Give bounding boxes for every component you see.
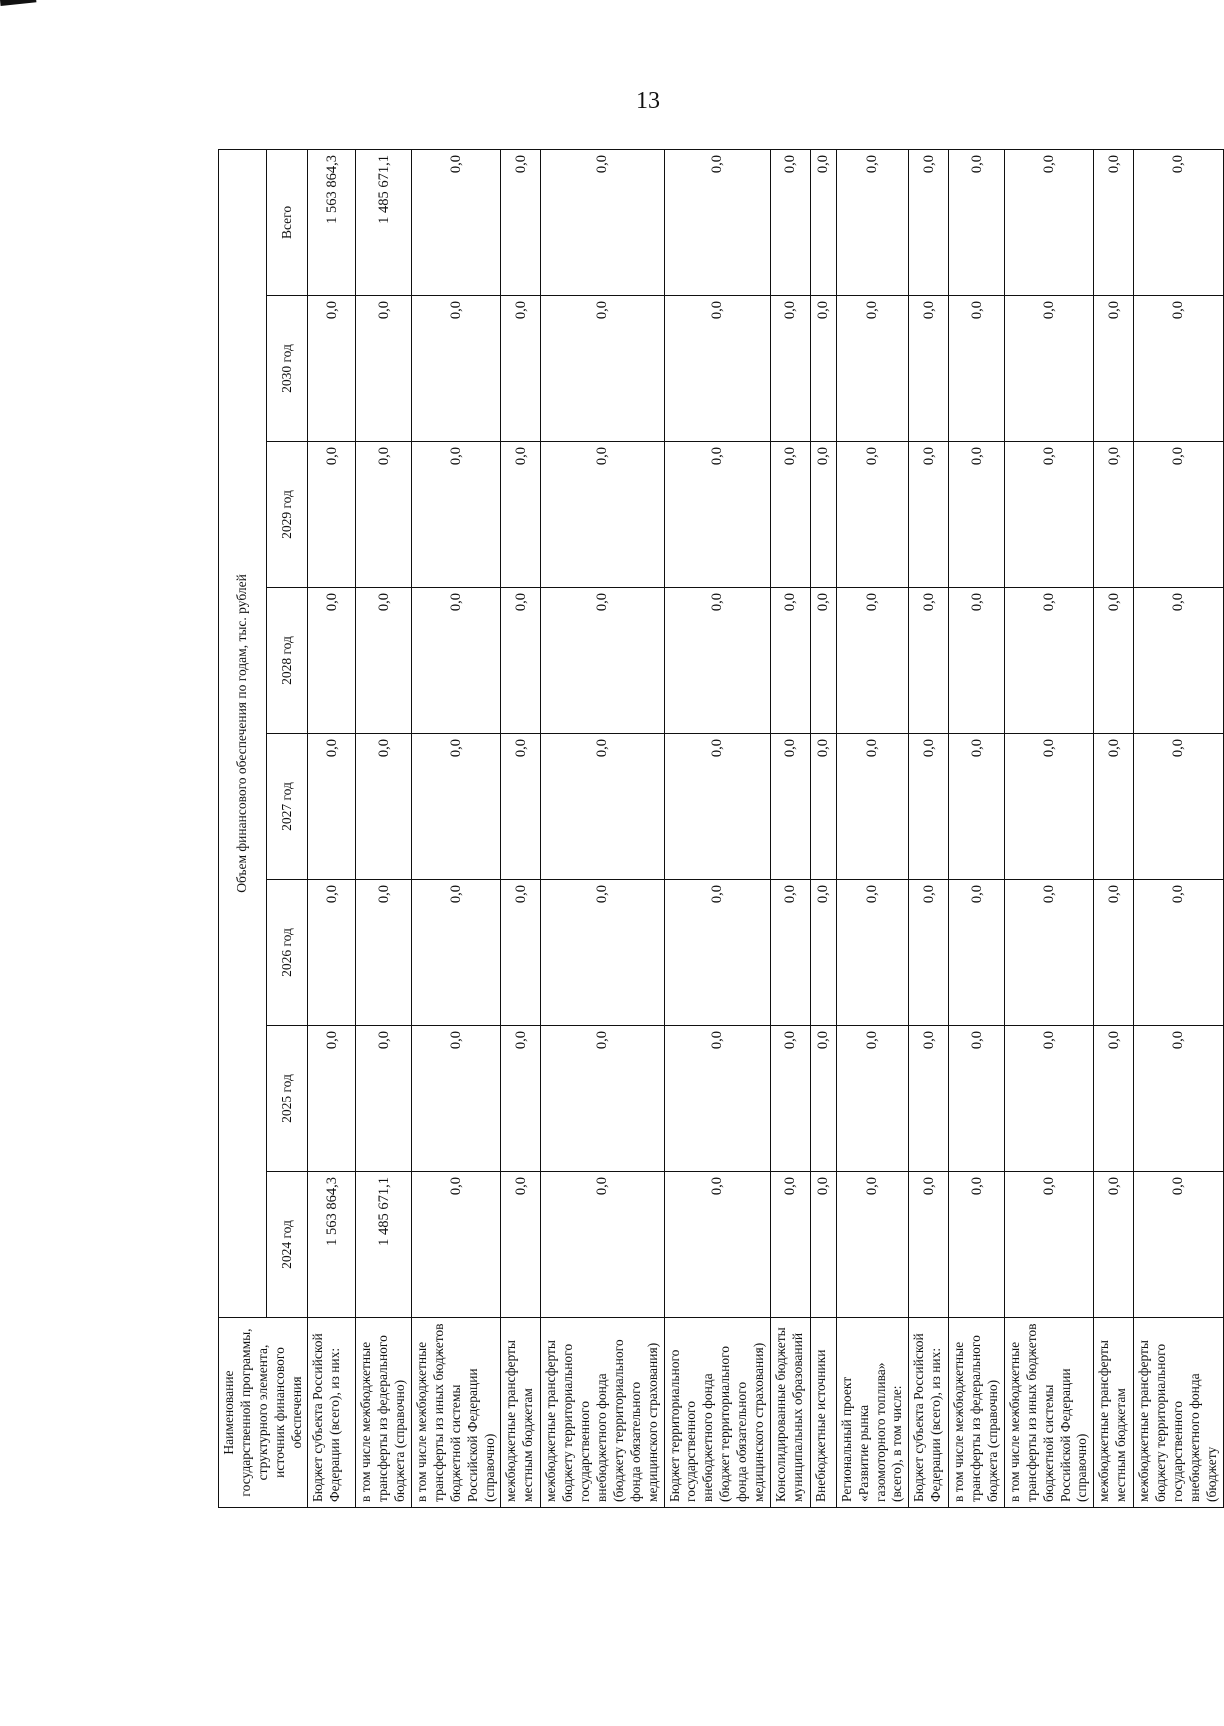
row-value-cell: 0,0 (501, 880, 541, 1026)
row-total-cell: 0,0 (541, 149, 664, 295)
row-value-cell: 0,0 (770, 1172, 810, 1318)
row-value-cell: 0,0 (1004, 1172, 1093, 1318)
table-row (501, 149, 541, 1507)
row-value-cell: 0,0 (909, 588, 949, 734)
row-value-cell: 0,0 (308, 734, 356, 880)
row-value-cell: 0,0 (770, 734, 810, 880)
row-value-cell: 0,0 (541, 442, 664, 588)
row-value-cell: 0,0 (1004, 588, 1093, 734)
row-value-cell: 0,0 (664, 1026, 770, 1172)
row-value-cell: 0,0 (664, 880, 770, 1026)
row-value-cell: 0,0 (949, 588, 1005, 734)
header-year: 2030 год (266, 296, 308, 442)
header-year: 2028 год (266, 588, 308, 734)
row-value-cell: 0,0 (836, 442, 909, 588)
row-value-cell: 0,0 (810, 1026, 836, 1172)
row-value-cell: 0,0 (541, 296, 664, 442)
row-value-cell: 0,0 (541, 880, 664, 1026)
header-year: 2027 год (266, 734, 308, 880)
row-name-cell: в том числе межбюджетные трансферты из иных бюджетов бюджетной системы Российской Федерации (справочно) (1004, 1318, 1093, 1508)
row-value-cell: 0,0 (356, 588, 412, 734)
row-name-cell: Внебюджетные источники (810, 1318, 836, 1508)
row-total-cell: 0,0 (1134, 149, 1223, 295)
row-value-cell: 0,0 (1134, 296, 1223, 442)
row-name-cell: Бюджет субъекта Российской Федерации (всего), из них: (909, 1318, 949, 1508)
row-value-cell: 0,0 (1004, 1026, 1093, 1172)
row-value-cell: 1 563 864,3 (308, 1172, 356, 1318)
table-row (1004, 149, 1093, 1507)
row-value-cell: 0,0 (356, 1026, 412, 1172)
row-value-cell: 0,0 (836, 588, 909, 734)
row-total-cell: 0,0 (909, 149, 949, 295)
row-value-cell: 0,0 (1004, 734, 1093, 880)
header-row-years (266, 149, 308, 1507)
row-total-cell: 0,0 (770, 149, 810, 295)
row-value-cell: 0,0 (501, 442, 541, 588)
row-value-cell: 0,0 (1134, 734, 1223, 880)
row-value-cell: 1 485 671,1 (356, 1172, 412, 1318)
row-value-cell: 0,0 (810, 734, 836, 880)
row-value-cell: 0,0 (949, 734, 1005, 880)
row-total-cell: 0,0 (810, 149, 836, 295)
table-row (949, 149, 1005, 1507)
row-value-cell: 0,0 (412, 296, 501, 442)
row-value-cell: 0,0 (664, 734, 770, 880)
row-total-cell: 0,0 (1004, 149, 1093, 295)
row-value-cell: 0,0 (1094, 588, 1134, 734)
row-total-cell: 0,0 (412, 149, 501, 295)
row-value-cell: 0,0 (541, 734, 664, 880)
page-number: 13 (636, 88, 660, 114)
row-value-cell: 0,0 (501, 734, 541, 880)
row-name-cell: межбюджетные трансферты бюджету территориального государственного внебюджетного фонда (бюджету территориального фонда обязательного медицинского страхования) (541, 1318, 664, 1508)
header-year: 2024 год (266, 1172, 308, 1318)
row-value-cell: 0,0 (501, 1026, 541, 1172)
row-value-cell: 0,0 (770, 880, 810, 1026)
row-value-cell: 0,0 (909, 734, 949, 880)
header-year: 2026 год (266, 880, 308, 1026)
row-value-cell: 0,0 (664, 442, 770, 588)
row-value-cell: 0,0 (810, 296, 836, 442)
row-value-cell: 0,0 (501, 296, 541, 442)
row-name-cell: межбюджетные трансферты местным бюджетам (501, 1318, 541, 1508)
row-value-cell: 0,0 (664, 588, 770, 734)
row-value-cell: 0,0 (1004, 880, 1093, 1026)
table-row (664, 149, 770, 1507)
row-name-cell: в том числе межбюджетные трансферты из федерального бюджета (справочно) (949, 1318, 1005, 1508)
row-value-cell: 0,0 (412, 588, 501, 734)
row-value-cell: 0,0 (541, 588, 664, 734)
row-total-cell: 0,0 (836, 149, 909, 295)
row-name-cell: в том числе межбюджетные трансферты из федерального бюджета (справочно) (356, 1318, 412, 1508)
table-row (308, 149, 356, 1507)
table-row (909, 149, 949, 1507)
table-row (770, 149, 810, 1507)
row-value-cell: 0,0 (836, 734, 909, 880)
row-value-cell: 0,0 (810, 442, 836, 588)
row-value-cell: 0,0 (1004, 442, 1093, 588)
row-value-cell: 0,0 (541, 1026, 664, 1172)
row-total-cell: 0,0 (1094, 149, 1134, 295)
row-value-cell: 0,0 (664, 1172, 770, 1318)
row-value-cell: 0,0 (909, 442, 949, 588)
row-value-cell: 0,0 (1094, 442, 1134, 588)
header-name-column: Наименование государственной программы, структурного элемента, источник финансового обеспечения (219, 1318, 308, 1508)
row-value-cell: 0,0 (949, 296, 1005, 442)
row-value-cell: 0,0 (412, 734, 501, 880)
row-name-cell: Региональный проект «Развитие рынка газомоторного топлива» (всего), в том числе: (836, 1318, 909, 1508)
row-total-cell: 1 563 864,3 (308, 149, 356, 295)
row-value-cell: 0,0 (308, 588, 356, 734)
row-value-cell: 0,0 (810, 588, 836, 734)
row-name-cell: межбюджетные трансферты бюджету территориального государственного внебюджетного фонда (бюджету (1134, 1318, 1223, 1508)
table-row (1094, 149, 1134, 1507)
row-value-cell: 0,0 (949, 1026, 1005, 1172)
financing-table (218, 149, 1224, 1508)
row-name-cell: Бюджет территориального государственного внебюджетного фонда (бюджет территориального фонда обязательного медицинского страхования) (664, 1318, 770, 1508)
row-name-cell: межбюджетные трансферты местным бюджетам (1094, 1318, 1134, 1508)
row-value-cell: 0,0 (909, 1026, 949, 1172)
table-row (1134, 149, 1223, 1507)
row-value-cell: 0,0 (356, 734, 412, 880)
row-value-cell: 0,0 (501, 588, 541, 734)
row-value-cell: 0,0 (412, 442, 501, 588)
table-row (810, 149, 836, 1507)
row-value-cell: 0,0 (308, 442, 356, 588)
header-year: 2029 год (266, 442, 308, 588)
row-value-cell: 0,0 (836, 296, 909, 442)
table-body (308, 149, 1223, 1507)
row-value-cell: 0,0 (356, 880, 412, 1026)
row-value-cell: 0,0 (949, 442, 1005, 588)
row-value-cell: 0,0 (836, 1172, 909, 1318)
row-value-cell: 0,0 (810, 1172, 836, 1318)
row-total-cell: 1 485 671,1 (356, 149, 412, 295)
header-year: 2025 год (266, 1026, 308, 1172)
header-volume-group: Объем финансового обеспечения по годам, тыс. рублей (219, 149, 267, 1317)
row-name-cell: в том числе межбюджетные трансферты из иных бюджетов бюджетной системы Российской Федерации (справочно) (412, 1318, 501, 1508)
row-value-cell: 0,0 (1134, 588, 1223, 734)
row-value-cell: 0,0 (501, 1172, 541, 1318)
row-value-cell: 0,0 (1134, 880, 1223, 1026)
row-value-cell: 0,0 (1094, 734, 1134, 880)
row-value-cell: 0,0 (770, 588, 810, 734)
row-value-cell: 0,0 (412, 1026, 501, 1172)
row-total-cell: 0,0 (501, 149, 541, 295)
row-value-cell: 0,0 (308, 1026, 356, 1172)
row-value-cell: 0,0 (909, 880, 949, 1026)
row-name-cell: Бюджет субъекта Российской Федерации (всего), из них: (308, 1318, 356, 1508)
row-value-cell: 0,0 (1004, 296, 1093, 442)
row-value-cell: 0,0 (909, 296, 949, 442)
table-row (836, 149, 909, 1507)
header-row-group (219, 149, 267, 1507)
row-total-cell: 0,0 (664, 149, 770, 295)
row-value-cell: 0,0 (412, 880, 501, 1026)
row-value-cell: 0,0 (1094, 1026, 1134, 1172)
row-value-cell: 0,0 (356, 296, 412, 442)
row-value-cell: 0,0 (909, 1172, 949, 1318)
row-value-cell: 0,0 (1134, 1026, 1223, 1172)
row-value-cell: 0,0 (1094, 880, 1134, 1026)
row-value-cell: 0,0 (949, 880, 1005, 1026)
row-value-cell: 0,0 (541, 1172, 664, 1318)
row-value-cell: 0,0 (308, 880, 356, 1026)
row-value-cell: 0,0 (1134, 442, 1223, 588)
row-value-cell: 0,0 (770, 442, 810, 588)
row-total-cell: 0,0 (949, 149, 1005, 295)
header-total: Всего (266, 149, 308, 295)
row-value-cell: 0,0 (412, 1172, 501, 1318)
row-value-cell: 0,0 (836, 880, 909, 1026)
table-row (412, 149, 501, 1507)
row-value-cell: 0,0 (836, 1026, 909, 1172)
row-value-cell: 0,0 (949, 1172, 1005, 1318)
row-value-cell: 0,0 (770, 296, 810, 442)
row-value-cell: 0,0 (664, 296, 770, 442)
row-value-cell: 0,0 (1134, 1172, 1223, 1318)
table-row (356, 149, 412, 1507)
row-value-cell: 0,0 (1094, 1172, 1134, 1318)
row-value-cell: 0,0 (308, 296, 356, 442)
table-row (541, 149, 664, 1507)
row-value-cell: 0,0 (770, 1026, 810, 1172)
row-name-cell: Консолидированные бюджеты муниципальных образований (770, 1318, 810, 1508)
scan-edge-mark (0, 0, 36, 6)
row-value-cell: 0,0 (1094, 296, 1134, 442)
row-value-cell: 0,0 (810, 880, 836, 1026)
row-value-cell: 0,0 (356, 442, 412, 588)
rotated-table-wrapper (218, 150, 1219, 1508)
